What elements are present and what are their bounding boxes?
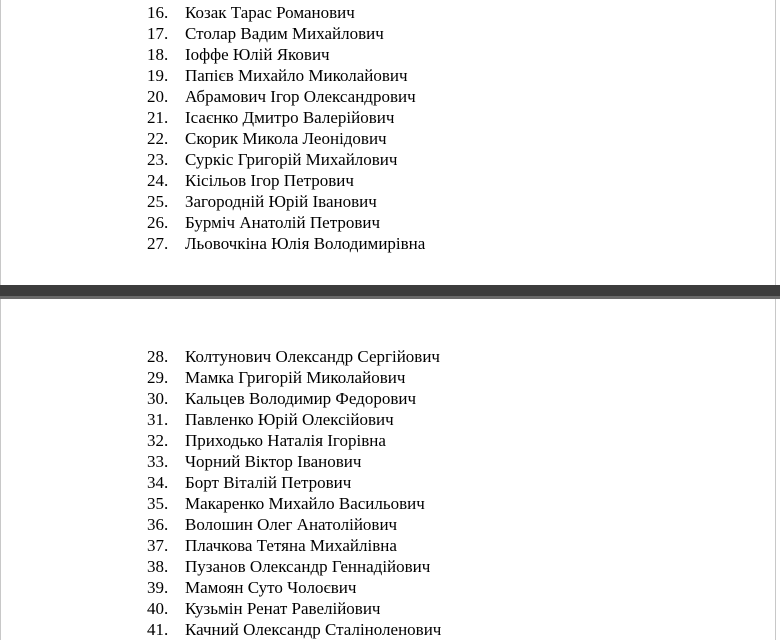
- list-item-number: 41.: [147, 620, 169, 639]
- list-item-name: Качний Олександр Сталіноленович: [185, 620, 442, 639]
- list-item-name: Борт Віталій Петрович: [185, 473, 352, 492]
- list-item-name: Суркіс Григорій Михайлович: [185, 150, 398, 169]
- list-item-name: Кузьмін Ренат Равелійович: [185, 599, 381, 618]
- list-item-number: 26.: [147, 213, 169, 232]
- list-item-name: Приходько Наталія Ігорівна: [185, 431, 386, 450]
- list-item-number: 31.: [147, 410, 169, 429]
- list-item-number: 21.: [147, 108, 169, 127]
- list-item-name: Пузанов Олександр Геннадійович: [185, 557, 431, 576]
- list-item-name: Скорик Микола Леонідович: [185, 129, 387, 148]
- list-item-name: Столар Вадим Михайлович: [185, 24, 384, 43]
- list-item-number: 39.: [147, 578, 169, 597]
- list-item-number: 40.: [147, 599, 169, 618]
- list-item-name: Бурміч Анатолій Петрович: [185, 213, 381, 232]
- list-item-number: 22.: [147, 129, 169, 148]
- document-page-1: [0, 0, 776, 285]
- list-item-number: 34.: [147, 473, 169, 492]
- list-item-name: Мамоян Суто Чолоєвич: [185, 578, 357, 597]
- list-item-name: Павленко Юрій Олексійович: [185, 410, 394, 429]
- list-item-number: 16.: [147, 3, 169, 22]
- list-item-number: 30.: [147, 389, 169, 408]
- list-item-name: Папієв Михайло Миколайович: [185, 66, 408, 85]
- list-item-name: Макаренко Михайло Васильович: [185, 494, 425, 513]
- document-page-2: [0, 299, 776, 640]
- list-item-name: Ісаєнко Дмитро Валерійович: [185, 108, 395, 127]
- list-item-number: 23.: [147, 150, 169, 169]
- list-item-name: Чорний Віктор Іванович: [185, 452, 362, 471]
- list-item-name: Льовочкіна Юлія Володимирівна: [185, 234, 426, 253]
- list-item-number: 18.: [147, 45, 169, 64]
- list-item-name: Мамка Григорій Миколайович: [185, 368, 406, 387]
- list-item-number: 20.: [147, 87, 169, 106]
- page-separator: [0, 285, 780, 299]
- list-item-name: Кальцев Володимир Федорович: [185, 389, 417, 408]
- list-item-name: Іоффе Юлій Якович: [185, 45, 330, 64]
- list-item-number: 32.: [147, 431, 169, 450]
- list-item-number: 33.: [147, 452, 169, 471]
- list-item-name: Волошин Олег Анатолійович: [185, 515, 398, 534]
- list-item-number: 36.: [147, 515, 169, 534]
- list-item-number: 38.: [147, 557, 169, 576]
- list-item-number: 35.: [147, 494, 169, 513]
- list-item-name: Козак Тарас Романович: [185, 3, 355, 22]
- list-item-number: 28.: [147, 347, 169, 366]
- list-item-name: Кісільов Ігор Петрович: [185, 171, 354, 190]
- list-item-number: 19.: [147, 66, 169, 85]
- list-item-number: 27.: [147, 234, 169, 253]
- list-item-number: 24.: [147, 171, 169, 190]
- list-item-number: 25.: [147, 192, 169, 211]
- list-item-number: 29.: [147, 368, 169, 387]
- list-item-name: Абрамович Ігор Олександрович: [185, 87, 416, 106]
- list-item-name: Плачкова Тетяна Михайлівна: [185, 536, 397, 555]
- list-item-name: Колтунович Олександр Сергійович: [185, 347, 440, 366]
- list-item-name: Загородній Юрій Іванович: [185, 192, 377, 211]
- list-item-number: 37.: [147, 536, 169, 555]
- list-item-number: 17.: [147, 24, 169, 43]
